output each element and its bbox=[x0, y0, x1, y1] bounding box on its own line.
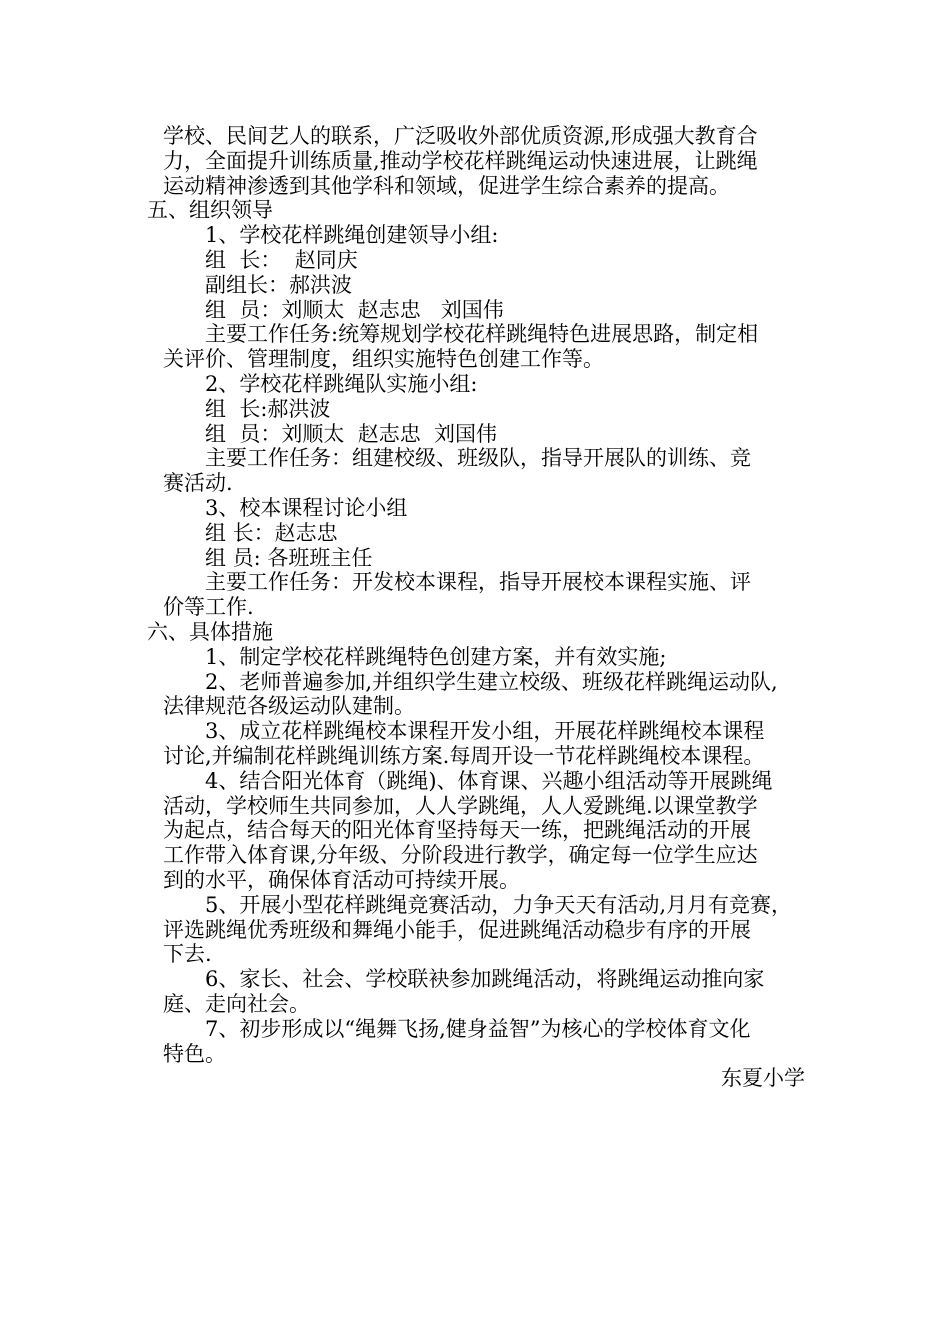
text-line: 主要工作任务：开发校本课程，指导开展校本课程实施、评 bbox=[205, 570, 751, 595]
text-line: 组 员：刘顺太 赵志忠 刘国伟 bbox=[205, 421, 498, 446]
text-line: 评选跳绳优秀班级和舞绳小能手，促进跳绳活动稳步有序的开展 bbox=[163, 917, 751, 942]
section-heading: 六、具体措施 bbox=[147, 620, 273, 644]
text-line: 组 员：刘顺太 赵志忠 刘国伟 bbox=[205, 297, 504, 322]
text-line: 工作带入体育课,分年级、分阶段进行教学，确定每一位学生应达 bbox=[163, 843, 758, 868]
text-line: 关评价、管理制度，组织实施特色创建工作等。 bbox=[163, 347, 604, 372]
signature: 东夏小学 bbox=[721, 1066, 805, 1091]
text-line: 组 长:郝洪波 bbox=[205, 396, 331, 421]
section-heading: 五、组织领导 bbox=[147, 198, 273, 223]
text-line: 1、制定学校花样跳绳特色创建方案，并有效实施; bbox=[205, 644, 667, 669]
text-line: 3、成立花样跳绳校本课程开发小组，开展花样跳绳校本课程 bbox=[205, 719, 765, 744]
text-line: 主要工作任务：组建校级、班级队，指导开展队的训练、竞 bbox=[205, 446, 751, 471]
text-line: 组 长： 赵同庆 bbox=[205, 248, 358, 272]
text-line: 特色。 bbox=[163, 1041, 226, 1066]
text-line: 7、初步形成以“绳舞飞扬,健身益智”为核心的学校体育文化 bbox=[205, 1016, 751, 1041]
text-line: 赛活动. bbox=[163, 471, 233, 496]
text-line: 学校、民间艺人的联系，广泛吸收外部优质资源,形成强大教育合 bbox=[163, 124, 758, 148]
text-line: 主要工作任务:统筹规划学校花样跳绳特色进展思路，制定相 bbox=[205, 322, 759, 347]
text-line: 为起点，结合每天的阳光体育坚持每天一练，把跳绳活动的开展 bbox=[163, 818, 751, 843]
text-line: 组 长：赵志忠 bbox=[205, 520, 338, 545]
text-line: 讨论,并编制花样跳绳训练方案.每周开设一节花样跳绳校本课程。 bbox=[163, 744, 765, 768]
text-line: 价等工作. bbox=[163, 595, 254, 620]
text-line: 法律规范各级运动队建制。 bbox=[163, 694, 415, 719]
text-line: 下去. bbox=[163, 942, 212, 967]
text-line: 2、学校花样跳绳队实施小组: bbox=[205, 372, 478, 396]
text-line: 组 员: 各班班主任 bbox=[205, 545, 373, 570]
text-line: 力，全面提升训练质量,推动学校花样跳绳运动快速进展，让跳绳 bbox=[163, 148, 758, 173]
text-line: 5、开展小型花样跳绳竞赛活动，力争天天有活动,月月有竞赛， bbox=[205, 892, 793, 917]
text-line: 庭、走向社会。 bbox=[163, 992, 310, 1016]
text-line: 到的水平，确保体育活动可持续开展。 bbox=[163, 868, 520, 892]
text-line: 运动精神渗透到其他学科和领域，促进学生综合素养的提高。 bbox=[163, 173, 730, 198]
text-line: 6、家长、社会、学校联袂参加跳绳活动，将跳绳运动推向家 bbox=[205, 967, 765, 992]
text-line: 活动，学校师生共同参加，人人学跳绳，人人爱跳绳.以课堂教学 bbox=[163, 793, 758, 818]
text-line: 3、校本课程讨论小组 bbox=[205, 496, 408, 520]
text-line: 副组长：郝洪波 bbox=[205, 272, 352, 297]
text-line: 1、学校花样跳绳创建领导小组: bbox=[205, 223, 499, 248]
text-line: 2、老师普遍参加,并组织学生建立校级、班级花样跳绳运动队, bbox=[205, 669, 778, 694]
text-line: 4、结合阳光体育（跳绳)、体育课、兴趣小组活动等开展跳绳 bbox=[205, 768, 773, 793]
